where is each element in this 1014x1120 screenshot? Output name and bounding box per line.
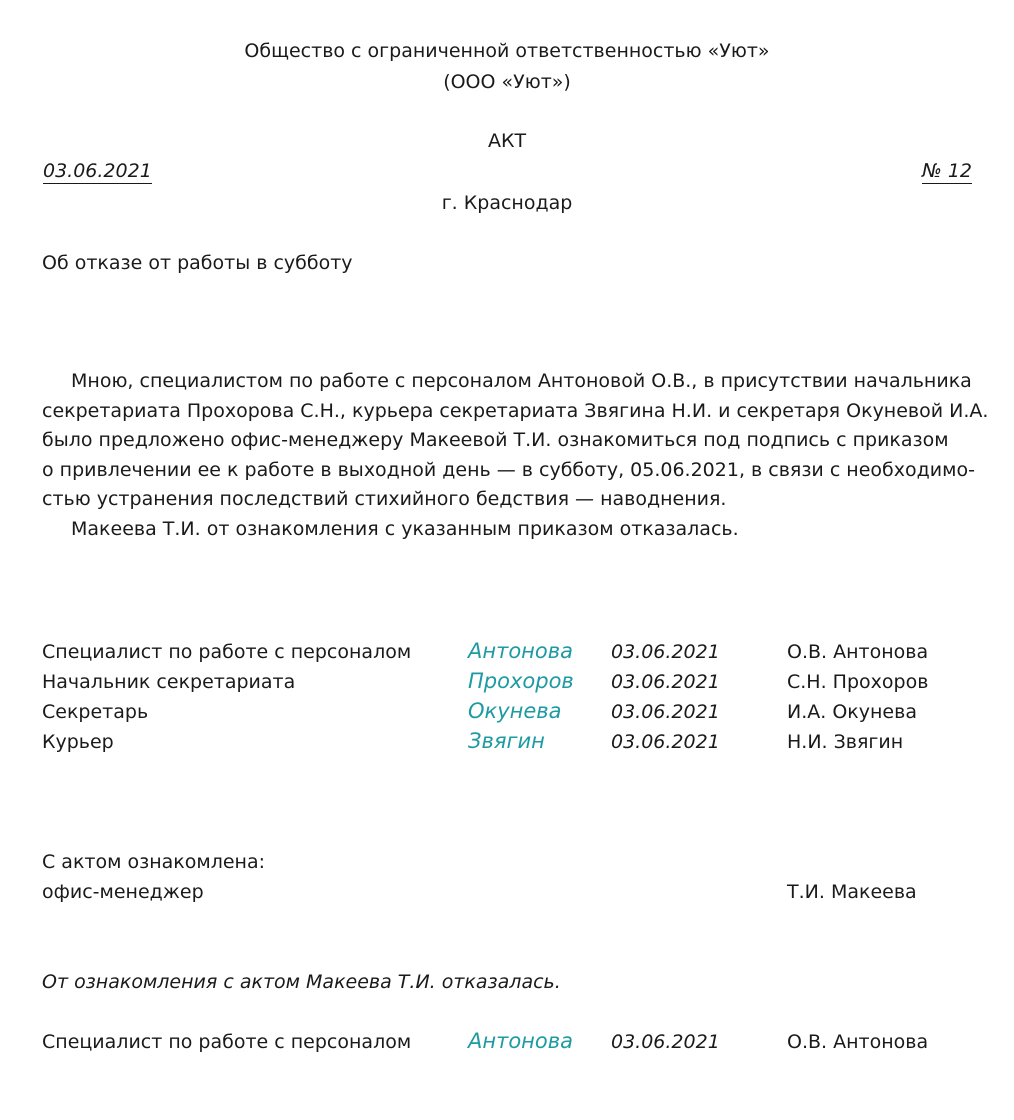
doc-type-title: АКТ: [487, 130, 527, 152]
doc-date-value: 03.06.2021: [43, 160, 152, 182]
signature-name: С.Н. Прохоров: [787, 671, 929, 693]
body-line: секретариата Прохорова С.Н., курьера секретариата Звягина Н.И. и секретаря Окуневой И.А.: [42, 399, 989, 422]
final-signature-name: О.В. Антонова: [787, 1031, 929, 1053]
org-full-name: Общество с ограниченной ответственностью «Уют»: [244, 40, 770, 62]
doc-subject: Об отказе от работы в субботу: [42, 252, 353, 274]
handwritten-signature: Антонова: [468, 639, 573, 663]
doc-body: [42, 367, 989, 544]
signature-position: Начальник секретариата: [42, 671, 296, 693]
final-handwritten-signature: Антонова: [468, 1029, 573, 1053]
final-signature-position: Специалист по работе с персоналом: [42, 1031, 412, 1053]
signature-name: И.А. Окунева: [787, 701, 917, 723]
doc-number-value: № 12: [922, 160, 972, 182]
final-signature-date: 03.06.2021: [611, 1031, 720, 1053]
acquaintance-position: офис-менеджер: [42, 881, 204, 903]
signature-date: 03.06.2021: [611, 641, 720, 663]
signature-date: 03.06.2021: [611, 731, 720, 753]
refusal-note: От ознакомления с актом Макеева Т.И. отказалась.: [42, 971, 561, 993]
signature-date: 03.06.2021: [611, 701, 720, 723]
doc-number: [922, 160, 972, 182]
signature-position: Курьер: [42, 731, 114, 753]
body-refusal: Макеева Т.И. от ознакомления с указанным приказом отказалась.: [71, 517, 739, 540]
handwritten-signature: Прохоров: [468, 669, 574, 693]
signature-position: Специалист по работе с персоналом: [42, 641, 412, 663]
org-short-name: (ООО «Уют»): [443, 71, 571, 93]
doc-date: [43, 160, 152, 182]
doc-city: г. Краснодар: [441, 192, 573, 214]
signature-date: 03.06.2021: [611, 671, 720, 693]
signature-position: Секретарь: [42, 701, 149, 723]
body-line: о привлечении ее к работе в выходной день — в субботу, 05.06.2021, в связи с необходимо-: [42, 458, 975, 481]
acquaintance-label: С актом ознакомлена:: [42, 851, 266, 873]
acquaintance-name: Т.И. Макеева: [787, 881, 917, 903]
signature-name: О.В. Антонова: [787, 641, 929, 663]
body-line: Мною, специалистом по работе с персоналом Антоновой О.В., в присутствии начальника: [71, 370, 972, 392]
handwritten-signature: Окунева: [468, 699, 562, 723]
handwritten-signature: Звягин: [468, 729, 545, 753]
signature-name: Н.И. Звягин: [787, 731, 904, 753]
body-line: стью устранения последствий стихийного бедствия — наводнения.: [42, 488, 727, 510]
body-line: было предложено офис-менеджеру Макеевой Т.И. ознакомиться под подпись с приказом: [42, 429, 949, 451]
